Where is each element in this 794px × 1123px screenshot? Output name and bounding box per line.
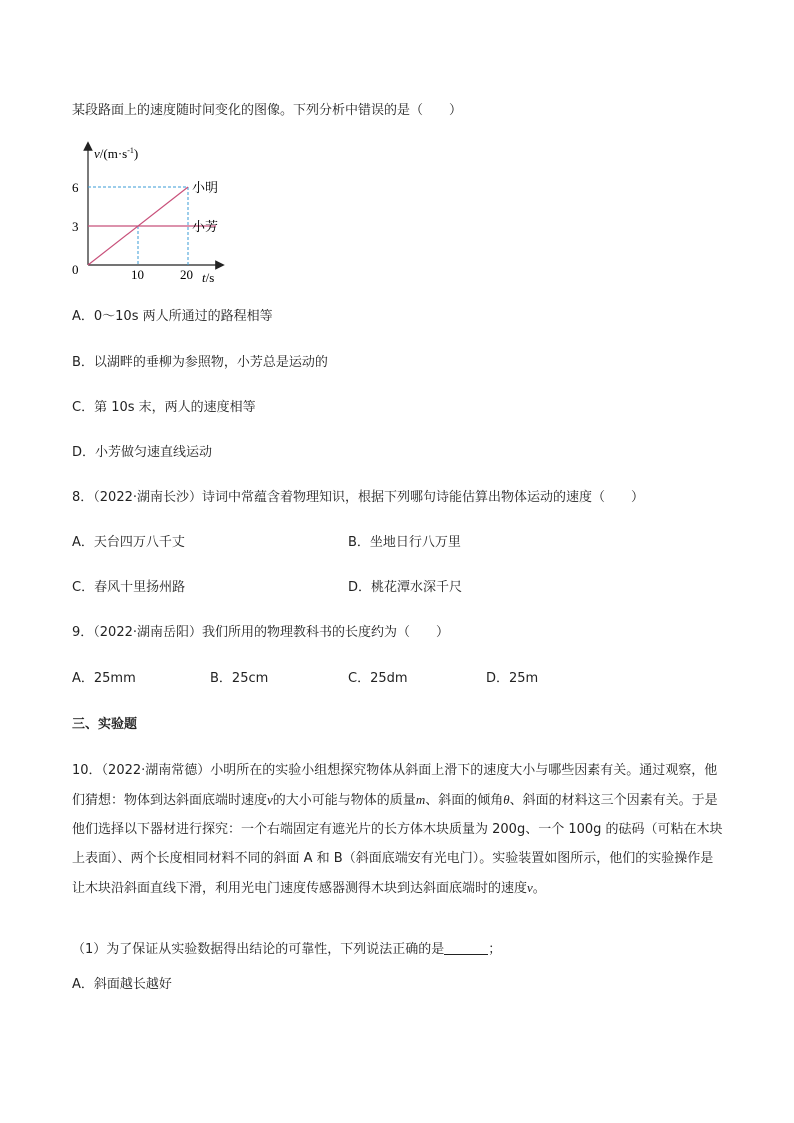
y-tick-3: 3 bbox=[72, 219, 79, 234]
question-intro: 某段路面上的速度随时间变化的图像。下列分析中错误的是（ ） bbox=[72, 103, 463, 118]
q7-option-a: A．0～10s 两人所通过的路程相等 bbox=[72, 309, 273, 324]
q10-sub1: （1）为了保证从实验数据得出结论的可靠性，下列说法正确的是 ； bbox=[72, 942, 502, 957]
q8-stem: 8．（2022·湖南长沙）诗词中常蕴含着物理知识，根据下列哪句诗能估算出物体运动的速度（ ） bbox=[72, 490, 644, 505]
series-xiaofang-label: 小芳 bbox=[192, 219, 219, 234]
var-v: v bbox=[267, 792, 273, 807]
q10-sub1-option-a: A．斜面越长越好 bbox=[72, 977, 172, 992]
x-tick-10: 10 bbox=[131, 267, 144, 282]
answer-blank[interactable] bbox=[444, 940, 488, 955]
q9-stem: 9．（2022·湖南岳阳）我们所用的物理教科书的长度约为（ ） bbox=[72, 625, 449, 640]
q9-option-c: C．25dm bbox=[348, 671, 408, 686]
q9-option-b: B．25cm bbox=[210, 671, 269, 686]
q9-option-d: D．25m bbox=[486, 671, 539, 686]
q7-option-d: D．小芳做匀速直线运动 bbox=[72, 445, 213, 460]
q8-option-b: B．坐地日行八万里 bbox=[348, 535, 461, 550]
var-theta: θ bbox=[503, 792, 510, 807]
q8-option-c: C．春风十里扬州路 bbox=[72, 580, 186, 595]
section-title: 三、实验题 bbox=[72, 717, 138, 732]
q10-paragraph: 10．（2022·湖南常德）小明所在的实验小组想探究物体从斜面上滑下的速度大小与哪些因素有关。通过观察，他们猜想：物体到达斜面底端时速度v的大小可能与物体的质量m、斜面的倾角θ、斜面的材料这三个因素有关。于是他们选择以下器材进行探究：一个右端固定有遮光片的长方体木块质量为 200g、一个 100g 的砝码（可粘在木块上表面）、两个长度相同材料不同的斜面 A 和 B（斜面底端安有光电门）。实验装置如图所示，他们的实验操作是让木块沿斜面直线下滑，利用光电门速度传感器测得木块到达斜面底端时的速度v。 bbox=[72, 763, 723, 896]
var-m: m bbox=[415, 792, 426, 807]
y-tick-6: 6 bbox=[72, 180, 79, 195]
origin-label: 0 bbox=[72, 262, 79, 277]
x-tick-20: 20 bbox=[180, 267, 193, 282]
q7-option-c: C．第 10s 末，两人的速度相等 bbox=[72, 400, 256, 415]
series-xiaoming-label: 小明 bbox=[192, 180, 219, 195]
velocity-time-graph bbox=[66, 140, 246, 288]
y-axis-label: $v/(m\cdot s^{-1})$ bbox=[94, 146, 139, 161]
q9-option-a: A．25mm bbox=[72, 671, 136, 686]
q8-option-a: A．天台四万八千丈 bbox=[72, 535, 185, 550]
q8-option-d: D．桃花潭水深千尺 bbox=[348, 580, 463, 595]
x-axis-label: t/s bbox=[202, 270, 215, 285]
var-v2: v bbox=[527, 880, 533, 895]
q7-option-b: B．以湖畔的垂柳为参照物，小芳总是运动的 bbox=[72, 355, 328, 370]
